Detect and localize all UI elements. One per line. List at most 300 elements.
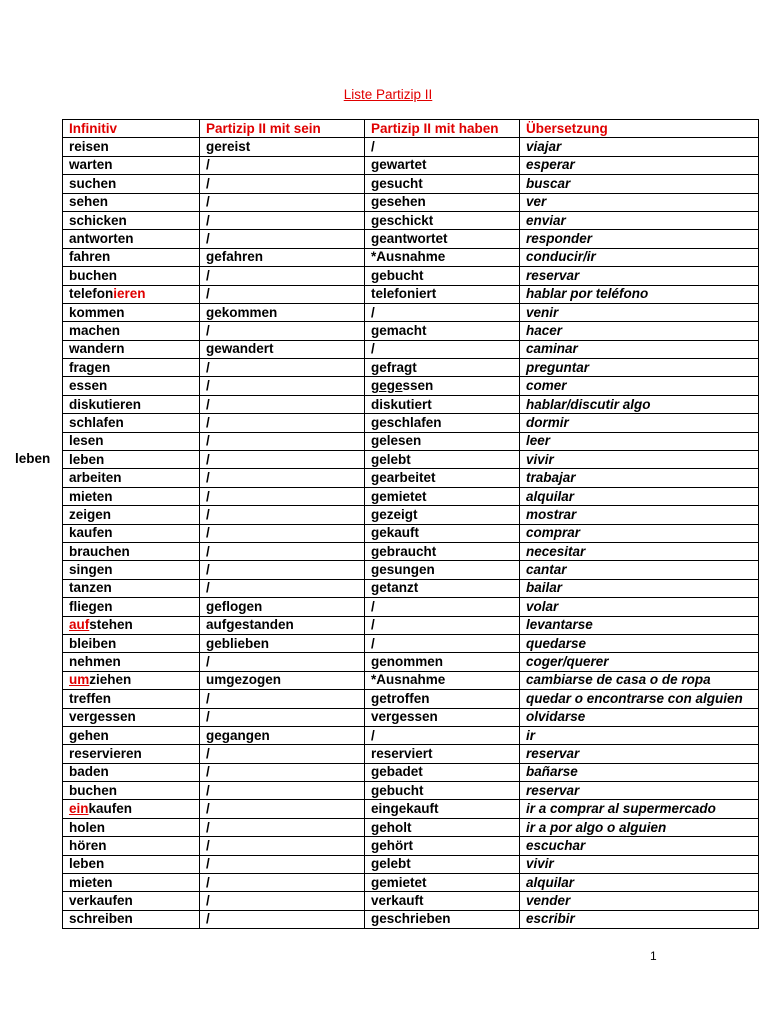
translation-text: hablar por teléfono	[526, 286, 649, 302]
translation-text: reservar	[526, 745, 580, 761]
partizip-haben-cell	[365, 175, 520, 193]
table-row	[63, 726, 759, 744]
partizip-sein-text: /	[206, 322, 210, 338]
infinitive-cell	[63, 377, 200, 395]
header-partizip-haben: Partizip II mit haben	[365, 120, 520, 138]
infinitive-text: fragen	[69, 359, 111, 375]
translation-text: ir	[526, 727, 536, 743]
partizip-sein-cell	[200, 671, 365, 689]
partizip-sein-cell	[200, 855, 365, 873]
infinitive-text: buchen	[69, 267, 118, 283]
partizip-haben-text: gelesen	[371, 433, 422, 449]
translation-cell	[520, 874, 759, 892]
translation-text: volar	[526, 598, 559, 614]
translation-cell	[520, 561, 759, 579]
partizip-sein-cell	[200, 432, 365, 450]
partizip-sein-cell	[200, 340, 365, 358]
infinitive-text: tanzen	[69, 580, 112, 596]
partizip-sein-text: /	[206, 837, 210, 853]
table-row	[63, 910, 759, 928]
translation-cell	[520, 506, 759, 524]
table-row	[63, 634, 759, 652]
partizip-sein-text: /	[206, 856, 210, 872]
table-row	[63, 414, 759, 432]
partizip-haben-text: getanzt	[371, 580, 419, 596]
partizip-haben-text: telefoniert	[371, 286, 437, 302]
table-row	[63, 874, 759, 892]
translation-text: caminar	[526, 341, 578, 357]
partizip-haben-cell	[365, 211, 520, 229]
partizip-haben-text: *Ausnahme	[371, 249, 446, 265]
translation-cell	[520, 892, 759, 910]
translation-cell	[520, 690, 759, 708]
partizip-haben-cell	[365, 892, 520, 910]
partizip-haben-text: /	[371, 598, 375, 614]
partizip-sein-text: /	[206, 654, 210, 670]
translation-cell	[520, 469, 759, 487]
partizip-sein-cell	[200, 193, 365, 211]
translation-cell	[520, 285, 759, 303]
partizip-sein-cell	[200, 634, 365, 652]
partizip-sein-text: /	[206, 212, 210, 228]
infinitive-text: schreiben	[69, 911, 133, 927]
partizip-haben-cell	[365, 524, 520, 542]
table-row	[63, 561, 759, 579]
partizip-sein-text: umgezogen	[206, 672, 282, 688]
translation-text: cantar	[526, 562, 567, 578]
infinitive-text: diskutieren	[69, 396, 142, 412]
partizip-sein-text: gefahren	[206, 249, 264, 265]
infinitive-text: warten	[69, 157, 113, 173]
partizip-sein-cell	[200, 303, 365, 321]
infinitive-text: sehen	[69, 194, 109, 210]
partizip-haben-cell	[365, 487, 520, 505]
partizip-sein-text: /	[206, 286, 210, 302]
infinitive-cell	[63, 671, 200, 689]
infinitive-text: kaufen	[69, 525, 113, 541]
table-row	[63, 598, 759, 616]
partizip-sein-text: /	[206, 782, 210, 798]
partizip-haben-cell	[365, 874, 520, 892]
translation-cell	[520, 837, 759, 855]
partizip-sein-text: /	[206, 359, 210, 375]
partizip-haben-cell	[365, 561, 520, 579]
translation-cell	[520, 451, 759, 469]
table-row	[63, 377, 759, 395]
partizip-sein-cell	[200, 910, 365, 928]
infinitive-cell	[63, 432, 200, 450]
partizip-haben-text: gekauft	[371, 525, 420, 541]
translation-cell	[520, 726, 759, 744]
partizip-haben-cell	[365, 156, 520, 174]
infinitive-text: kommen	[69, 304, 125, 320]
translation-cell	[520, 248, 759, 266]
partizip-sein-text: /	[206, 396, 210, 412]
translation-cell	[520, 487, 759, 505]
partizip-haben-cell	[365, 690, 520, 708]
partizip-sein-cell	[200, 542, 365, 560]
partizip-sein-cell	[200, 469, 365, 487]
partizip-sein-cell	[200, 377, 365, 395]
table-row	[63, 395, 759, 413]
infinitive-text: reisen	[69, 139, 109, 155]
translation-cell	[520, 910, 759, 928]
partizip-haben-text: geschickt	[371, 212, 434, 228]
partizip-haben-text: *Ausnahme	[371, 672, 446, 688]
partizip-sein-cell	[200, 800, 365, 818]
table-row	[63, 506, 759, 524]
translation-text: leer	[526, 433, 551, 449]
translation-text: buscar	[526, 175, 571, 191]
partizip-haben-cell	[365, 542, 520, 560]
header-partizip-sein: Partizip II mit sein	[200, 120, 365, 138]
partizip-haben-text: gesucht	[371, 175, 423, 191]
infinitive-text: fahren	[69, 249, 111, 265]
infinitive-text: machen	[69, 322, 121, 338]
partizip-haben-cell	[365, 800, 520, 818]
translation-text: viajar	[526, 139, 562, 155]
infinitive-cell	[63, 837, 200, 855]
infinitive-text: arbeiten	[69, 470, 122, 486]
translation-text: preguntar	[526, 359, 590, 375]
partizip-haben-text: /	[371, 727, 375, 743]
infinitive-text: gehen	[69, 727, 109, 743]
header-uebersetzung: Übersetzung	[520, 120, 759, 138]
translation-cell	[520, 782, 759, 800]
infinitive-text: stehen	[89, 617, 133, 633]
infinitive-cell	[63, 322, 200, 340]
partizip-haben-cell	[365, 340, 520, 358]
infinitive-cell	[63, 726, 200, 744]
infinitive-cell	[63, 175, 200, 193]
infinitive-cell	[63, 285, 200, 303]
partizip-sein-cell	[200, 451, 365, 469]
infinitive-cell	[63, 469, 200, 487]
partizip-haben-text: gehört	[371, 837, 413, 853]
translation-cell	[520, 377, 759, 395]
table-row	[63, 230, 759, 248]
partizip-sein-cell	[200, 874, 365, 892]
translation-text: esperar	[526, 157, 575, 173]
partizip-sein-text: geblieben	[206, 635, 270, 651]
partizip-haben-cell	[365, 267, 520, 285]
partizip-sein-cell	[200, 322, 365, 340]
partizip-haben-text: gebucht	[371, 782, 424, 798]
partizip-haben-text: /	[371, 139, 375, 155]
partizip-haben-text: verkauft	[371, 893, 424, 909]
infinitive-cell	[63, 156, 200, 174]
translation-cell	[520, 818, 759, 836]
translation-text: necesitar	[526, 543, 586, 559]
table-row	[63, 487, 759, 505]
partizip-sein-cell	[200, 487, 365, 505]
infinitive-text: suchen	[69, 175, 117, 191]
partizip-haben-cell	[365, 708, 520, 726]
partizip-haben-cell	[365, 818, 520, 836]
translation-text: reservar	[526, 782, 580, 798]
translation-text: ir a por algo o alguien	[526, 819, 667, 835]
partizip-sein-text: /	[206, 543, 210, 559]
partizip-sein-cell	[200, 267, 365, 285]
infinitive-cell	[63, 230, 200, 248]
infinitive-suffix: ieren	[113, 286, 146, 302]
margin-note: leben	[15, 451, 51, 466]
table-row	[63, 579, 759, 597]
partizip-haben-text: gebraucht	[371, 543, 437, 559]
partizip-haben-cell	[365, 285, 520, 303]
translation-text: bañarse	[526, 764, 578, 780]
infinitive-cell	[63, 708, 200, 726]
partizip-sein-cell	[200, 561, 365, 579]
translation-text: responder	[526, 231, 593, 247]
table-row	[63, 708, 759, 726]
infinitive-text: vergessen	[69, 709, 136, 725]
partizip-sein-text: aufgestanden	[206, 617, 294, 633]
infinitive-text: mieten	[69, 488, 113, 504]
partizip-haben-text: reserviert	[371, 745, 433, 761]
translation-cell	[520, 395, 759, 413]
infinitive-cell	[63, 542, 200, 560]
partizip-sein-text: geflogen	[206, 598, 263, 614]
infinitive-cell	[63, 211, 200, 229]
partizip-sein-text: gegangen	[206, 727, 270, 743]
partizip-haben-cell	[365, 230, 520, 248]
infinitive-cell	[63, 782, 200, 800]
infinitive-cell	[63, 910, 200, 928]
partizip-sein-text: /	[206, 709, 210, 725]
partizip-sein-cell	[200, 726, 365, 744]
partizip-haben-text: gesehen	[371, 194, 426, 210]
infinitive-cell	[63, 138, 200, 156]
partizip-sein-text: /	[206, 231, 210, 247]
table-row	[63, 138, 759, 156]
table-row	[63, 855, 759, 873]
translation-cell	[520, 671, 759, 689]
table-row	[63, 469, 759, 487]
translation-cell	[520, 211, 759, 229]
partizip-sein-text: /	[206, 562, 210, 578]
infinitive-cell	[63, 763, 200, 781]
partizip-haben-cell	[365, 726, 520, 744]
infinitive-cell	[63, 340, 200, 358]
partizip-sein-text: /	[206, 506, 210, 522]
table-row	[63, 745, 759, 763]
partizip-sein-text: /	[206, 525, 210, 541]
partizip-haben-cell	[365, 763, 520, 781]
partizip-sein-text: /	[206, 433, 210, 449]
infinitive-cell	[63, 359, 200, 377]
translation-cell	[520, 359, 759, 377]
page-number: 1	[650, 949, 657, 963]
partizip-sein-cell	[200, 892, 365, 910]
translation-text: conducir/ir	[526, 249, 596, 265]
translation-text: ir a comprar al supermercado	[526, 801, 716, 817]
partizip-haben-text: gebucht	[371, 267, 424, 283]
partizip-sein-cell	[200, 708, 365, 726]
table-row	[63, 303, 759, 321]
partizip-haben-cell	[365, 138, 520, 156]
table-row	[63, 451, 759, 469]
infinitive-text: antworten	[69, 231, 134, 247]
table-header-row	[63, 120, 759, 138]
partizip-haben-text: diskutiert	[371, 396, 432, 412]
infinitive-text: telefon	[69, 286, 114, 302]
translation-cell	[520, 267, 759, 285]
partizip-haben-text: gemacht	[371, 322, 427, 338]
translation-text: coger/querer	[526, 654, 609, 670]
infinitive-text: kaufen	[88, 801, 133, 817]
separable-prefix: auf	[69, 617, 90, 633]
translation-cell	[520, 193, 759, 211]
partizip-haben-text: gemietet	[371, 874, 427, 890]
partizip-sein-cell	[200, 175, 365, 193]
infinitive-cell	[63, 414, 200, 432]
partizip-haben-text: gewartet	[371, 157, 427, 173]
table-row	[63, 763, 759, 781]
infinitive-cell	[63, 303, 200, 321]
infinitive-text: nehmen	[69, 654, 121, 670]
separable-prefix: ein	[69, 801, 89, 817]
translation-cell	[520, 432, 759, 450]
infinitive-cell	[63, 579, 200, 597]
infinitive-cell	[63, 874, 200, 892]
infinitive-text: verkaufen	[69, 893, 133, 909]
infinitive-cell	[63, 451, 200, 469]
translation-text: vender	[526, 893, 571, 909]
translation-text: comer	[526, 378, 567, 394]
translation-cell	[520, 138, 759, 156]
table-row	[63, 690, 759, 708]
translation-text: olvidarse	[526, 709, 586, 725]
partizip-sein-cell	[200, 359, 365, 377]
table-row	[63, 322, 759, 340]
translation-cell	[520, 340, 759, 358]
partizip-sein-text: /	[206, 690, 210, 706]
partizip-sein-cell	[200, 745, 365, 763]
partizip-haben-text: gefragt	[371, 359, 417, 375]
table-row	[63, 671, 759, 689]
partizip-haben-cell	[365, 469, 520, 487]
translation-text: comprar	[526, 525, 581, 541]
partizip-haben-text: gemietet	[371, 488, 427, 504]
translation-text: trabajar	[526, 470, 576, 486]
table-row	[63, 432, 759, 450]
infinitive-text: essen	[69, 378, 108, 394]
table-row	[63, 267, 759, 285]
partizip-haben-text: gebadet	[371, 764, 423, 780]
table-row	[63, 800, 759, 818]
partizip-haben-text: gearbeitet	[371, 470, 436, 486]
translation-cell	[520, 303, 759, 321]
translation-cell	[520, 414, 759, 432]
infinitive-text: brauchen	[69, 543, 130, 559]
table-row	[63, 193, 759, 211]
partizip-sein-cell	[200, 506, 365, 524]
translation-cell	[520, 616, 759, 634]
partizip-sein-cell	[200, 763, 365, 781]
partizip-haben-cell	[365, 598, 520, 616]
translation-cell	[520, 598, 759, 616]
partizip-haben-cell	[365, 248, 520, 266]
partizip-haben-text: /	[371, 341, 375, 357]
partizip-haben-cell	[365, 432, 520, 450]
partizip-haben-text: geschlafen	[371, 414, 442, 430]
translation-cell	[520, 653, 759, 671]
infinitive-text: buchen	[69, 782, 118, 798]
partizip-sein-text: /	[206, 451, 210, 467]
partizip-haben-cell	[365, 745, 520, 763]
partizip-sein-cell	[200, 837, 365, 855]
translation-text: escribir	[526, 911, 575, 927]
infinitive-text: mieten	[69, 874, 113, 890]
partizip-haben-cell	[365, 377, 520, 395]
partizip-haben-cell	[365, 303, 520, 321]
partizip-sein-text: /	[206, 874, 210, 890]
translation-text: vivir	[526, 856, 554, 872]
partizip-haben-cell	[365, 653, 520, 671]
partizip-haben-cell	[365, 616, 520, 634]
translation-text: enviar	[526, 212, 566, 228]
partizip-haben-text: genommen	[371, 654, 444, 670]
partizip-haben-marked: gege	[371, 378, 403, 394]
translation-text: alquilar	[526, 488, 575, 504]
table-row	[63, 285, 759, 303]
partizip-sein-cell	[200, 616, 365, 634]
infinitive-cell	[63, 395, 200, 413]
partizip-sein-cell	[200, 579, 365, 597]
infinitive-text: bleiben	[69, 635, 117, 651]
partizip-sein-text: /	[206, 414, 210, 430]
translation-cell	[520, 634, 759, 652]
partizip-haben-text: gelebt	[371, 856, 411, 872]
partizip-sein-text: gekommen	[206, 304, 278, 320]
table-row	[63, 818, 759, 836]
partizip-sein-cell	[200, 395, 365, 413]
infinitive-text: baden	[69, 764, 109, 780]
table-row	[63, 653, 759, 671]
table-row	[63, 892, 759, 910]
infinitive-cell	[63, 855, 200, 873]
translation-cell	[520, 156, 759, 174]
verb-table	[62, 119, 759, 929]
translation-cell	[520, 800, 759, 818]
partizip-haben-text: /	[371, 635, 375, 651]
partizip-sein-cell	[200, 818, 365, 836]
infinitive-cell	[63, 653, 200, 671]
translation-text: reservar	[526, 267, 580, 283]
partizip-sein-cell	[200, 156, 365, 174]
infinitive-text: wandern	[69, 341, 125, 357]
partizip-sein-cell	[200, 285, 365, 303]
infinitive-cell	[63, 745, 200, 763]
table-row	[63, 837, 759, 855]
infinitive-text: schlafen	[69, 414, 124, 430]
translation-cell	[520, 230, 759, 248]
infinitive-text: zeigen	[69, 506, 112, 522]
infinitive-text: holen	[69, 819, 105, 835]
partizip-sein-cell	[200, 782, 365, 800]
partizip-haben-cell	[365, 837, 520, 855]
table-row	[63, 359, 759, 377]
partizip-haben-text: vergessen	[371, 709, 438, 725]
infinitive-text: hören	[69, 837, 107, 853]
partizip-haben-cell	[365, 414, 520, 432]
partizip-haben-cell	[365, 193, 520, 211]
infinitive-text: ziehen	[89, 672, 132, 688]
table-row	[63, 616, 759, 634]
infinitive-text: reservieren	[69, 745, 142, 761]
translation-cell	[520, 708, 759, 726]
